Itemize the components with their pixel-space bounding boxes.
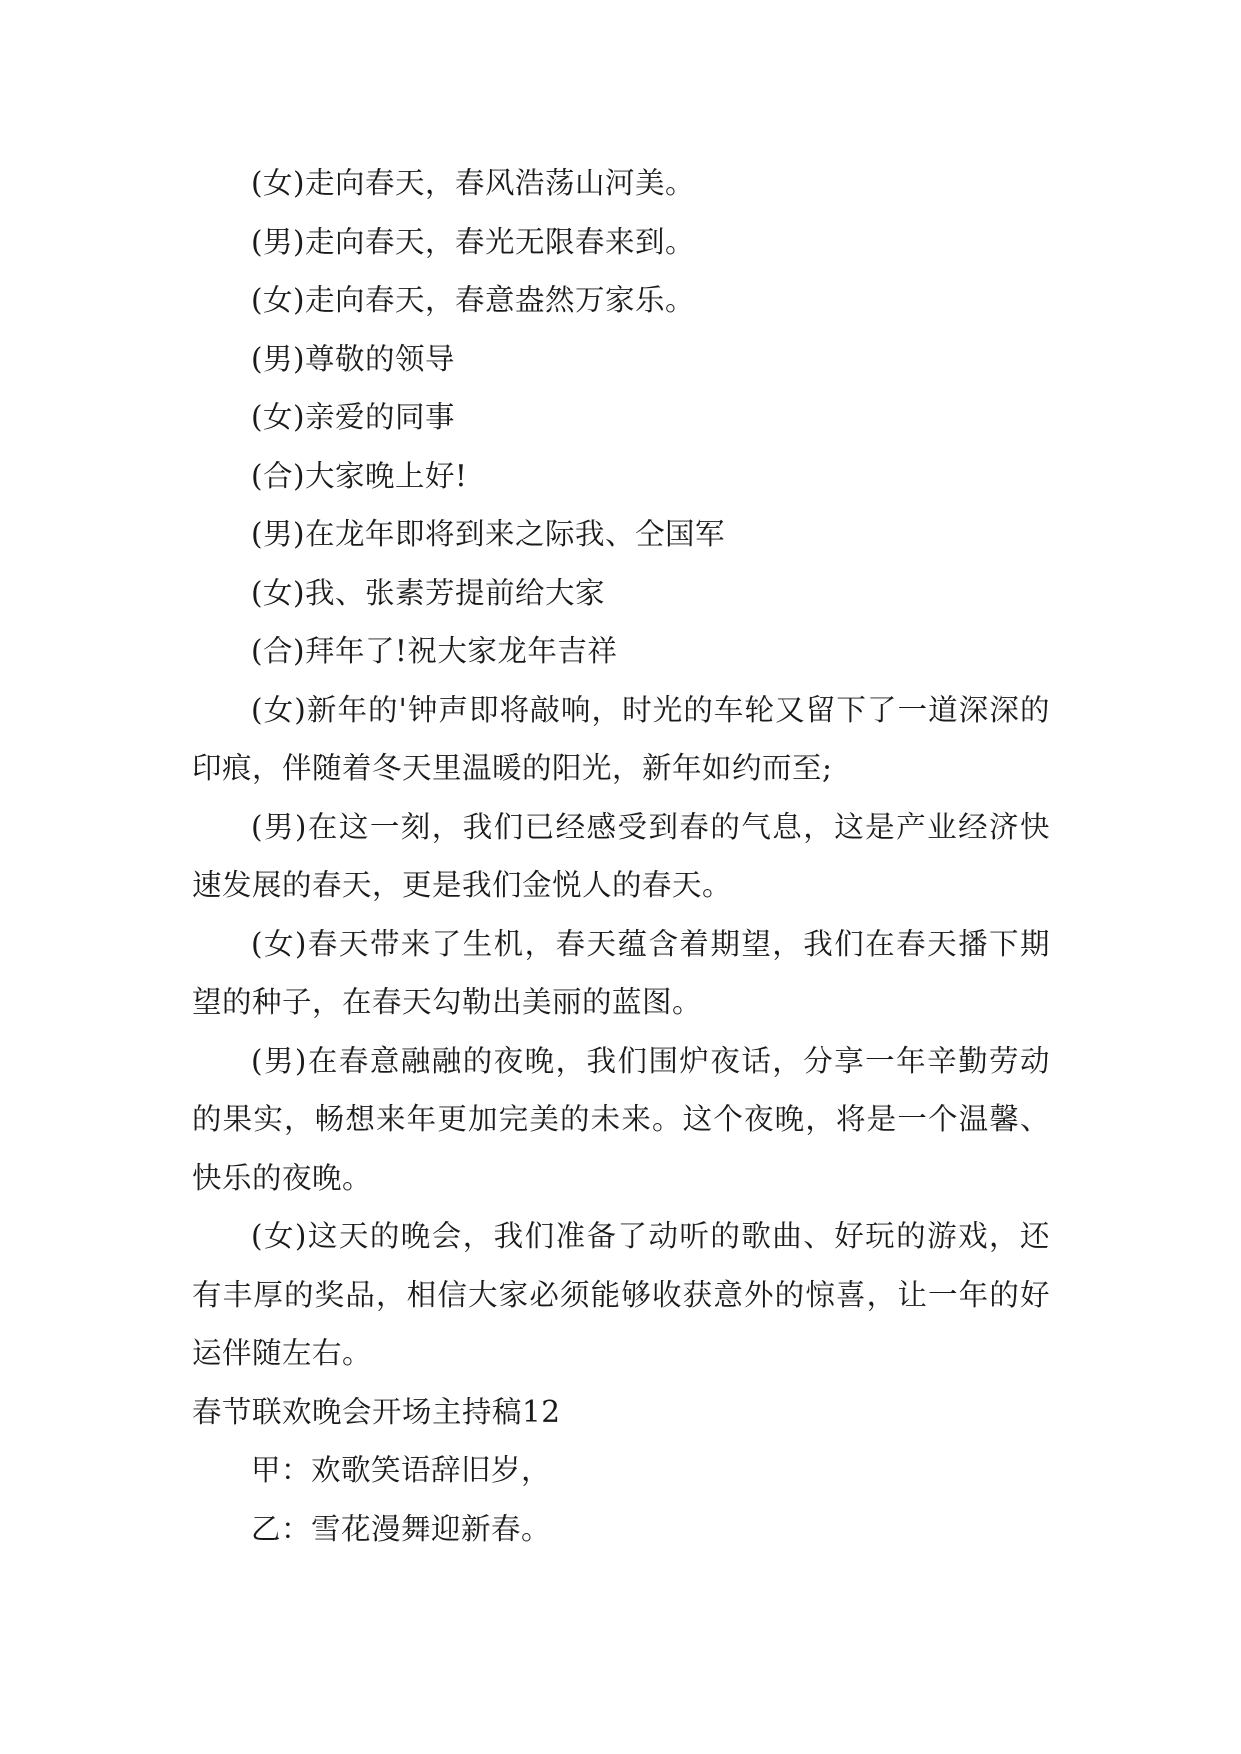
paragraph: (女)走向春天，春意盎然万家乐。 xyxy=(251,283,696,317)
paragraph: (合)大家晚上好! xyxy=(251,458,468,493)
document-page xyxy=(192,154,1050,1558)
paragraph: (男)在这一刻，我们已经感受到春的气息，这是产业经济快速发展的春天，更是我们金悦人的春天。 xyxy=(192,809,1050,902)
paragraph: (男)走向春天，春光无限春来到。 xyxy=(251,224,696,259)
paragraph: (男)在龙年即将到来之际我、仝国军 xyxy=(251,517,726,551)
paragraph: (合)拜年了!祝大家龙年吉祥 xyxy=(251,634,618,668)
paragraph: (男)尊敬的领导 xyxy=(251,341,456,376)
paragraph: 乙：雪花漫舞迎新春。 xyxy=(251,1511,552,1546)
paragraph: (女)春天带来了生机，春天蕴含着期望，我们在春天播下期望的种子，在春天勾勒出美丽的蓝图。 xyxy=(192,926,1050,1019)
paragraph: (女)亲爱的同事 xyxy=(251,400,456,434)
paragraph: (男)在春意融融的夜晚，我们围炉夜话，分享一年辛勤劳动的果实，畅想来年更加完美的未来。这个夜晚，将是一个温馨、快乐的夜晚。 xyxy=(192,1043,1050,1195)
paragraph: (女)这天的晚会，我们准备了动听的歌曲、好玩的游戏，还有丰厚的奖品，相信大家必须能够收获意外的惊喜，让一年的好运伴随左右。 xyxy=(192,1219,1050,1370)
paragraph: 甲：欢歌笑语辞旧岁， xyxy=(251,1453,552,1487)
paragraph: (女)走向春天，春风浩荡山河美。 xyxy=(251,166,696,200)
paragraph: (女)新年的'钟声即将敲响，时光的车轮又留下了一道深深的印痕，伴随着冬天里温暖的阳光，新年如约而至; xyxy=(192,692,1050,785)
paragraph: (女)我、张素芳提前给大家 xyxy=(251,575,606,610)
section-heading: 春节联欢晚会开场主持稿12 xyxy=(192,1394,561,1429)
